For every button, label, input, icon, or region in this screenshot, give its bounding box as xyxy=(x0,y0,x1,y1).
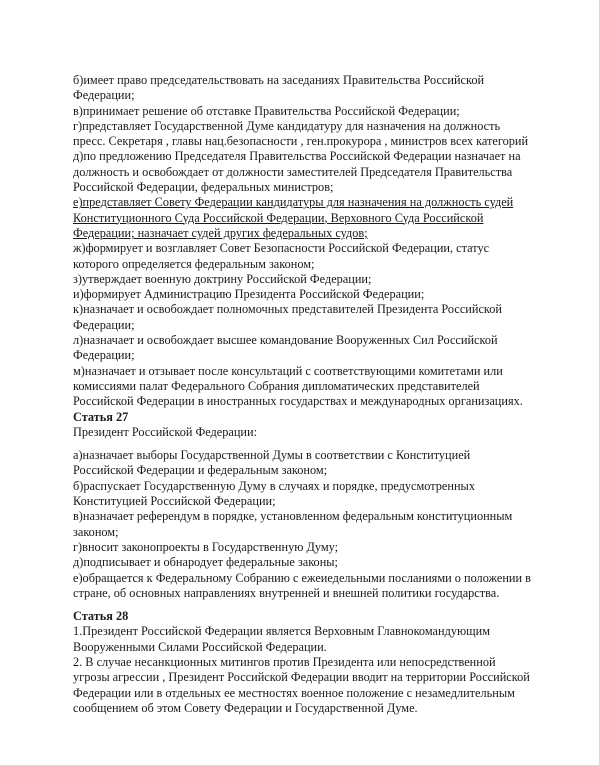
text-line: Федерации; xyxy=(73,317,135,332)
text-line: Конституцией Российской Федерации; xyxy=(73,494,276,509)
text-line: а)назначает выборы Государственной Думы в соответствии с Конституцией xyxy=(73,448,471,463)
text-line: стране, об основных направлениях внутренней и внешней политики государства. xyxy=(73,585,500,600)
text-line: комиссиями палат Федерального Собрания дипломатических представителей xyxy=(73,378,480,393)
paragraph-gap xyxy=(73,440,533,448)
text-line: д)подписывает и обнародует федеральные законы; xyxy=(73,555,338,570)
text-line: б)распускает Государственную Думу в случаях и порядке, предусмотренных xyxy=(73,478,475,493)
text-line: к)назначает и освобождает полномочных представителей Президента Российской xyxy=(73,302,502,317)
article-28-heading: Статья 28 xyxy=(73,609,129,624)
text-line: з)утверждает военную доктрину Российской Федерации; xyxy=(73,271,372,286)
text-line: 1.Президент Российской Федерации является Верховным Главнокомандующим xyxy=(73,624,491,639)
text-line: в)принимает решение об отставке Правительства Российской Федерации; xyxy=(73,103,460,118)
text-line: должность и освобождает от должности заместителей Председателя Правительства xyxy=(73,164,513,179)
text-line: Президент Российской Федерации: xyxy=(73,424,257,439)
document-body xyxy=(73,73,533,716)
text-line: Федерации; xyxy=(73,88,135,103)
text-line: Федерации или в отдельных ее местностях военное положение с незамедлительным xyxy=(73,685,515,700)
text-line: д)по предложению Председателя Правительства Российской Федерации назначает на xyxy=(73,149,521,164)
underlined-text-line: Конституционного Суда Российской Федерации, Верховного Суда Российской xyxy=(73,210,484,225)
text-line: и)формирует Администрацию Президента Российской Федерации; xyxy=(73,287,425,302)
underlined-text-line: Федерации; назначает судей других федеральных судов; xyxy=(73,225,368,240)
text-line: Российской Федерации, федеральных министров; xyxy=(73,180,334,195)
text-line: м)назначает и отзывает после консультаций с соответствующими комитетами или xyxy=(73,363,503,378)
article-27-heading: Статья 27 xyxy=(73,409,129,424)
text-line: Российской Федерации и федеральным законом; xyxy=(73,463,328,478)
text-line: угрозы агрессии , Президент Российской Федерации вводит на территории Российской xyxy=(73,670,530,685)
text-line: пресс. Секретаря , главы нац.безопасности , ген.прокурора , министров всех категорий xyxy=(73,134,529,149)
text-line: г)вносит законопроекты в Государственную Думу; xyxy=(73,539,339,554)
underlined-text-line: е)представляет Совету Федерации кандидатуры для назначения на должность судей xyxy=(73,195,514,210)
text-line: сообщением об этом Совету Федерации и Государственной Думе. xyxy=(73,700,418,715)
text-line: е)обращается к Федеральному Собранию с ежеиедельными посланиями о положении в xyxy=(73,570,531,585)
text-line: Федерации; xyxy=(73,348,135,363)
text-line: в)назначает референдум в порядке, установленном федеральным конституционным xyxy=(73,509,513,524)
text-line: Вооруженными Силами Российской Федерации. xyxy=(73,639,327,654)
text-line: б)имеет право председательствовать на заседаниях Правительства Российской xyxy=(73,73,485,87)
paragraph-gap xyxy=(73,601,533,609)
text-line: л)назначает и освобождает высшее командование Вооруженных Сил Российской xyxy=(73,333,498,348)
text-line: которого определяется федеральным законом; xyxy=(73,256,315,271)
text-line: Российской Федерации в иностранных государствах и международных организациях. xyxy=(73,394,523,409)
text-line: 2. В случае несанкционных митингов против Президента или непосредственной xyxy=(73,654,496,669)
text-line: ж)формирует и возглавляет Совет Безопасности Российской Федерации, статус xyxy=(73,241,490,256)
text-line: законом; xyxy=(73,524,119,539)
text-line: г)представляет Государственной Думе кандидатуру для назначения на должность xyxy=(73,118,501,133)
